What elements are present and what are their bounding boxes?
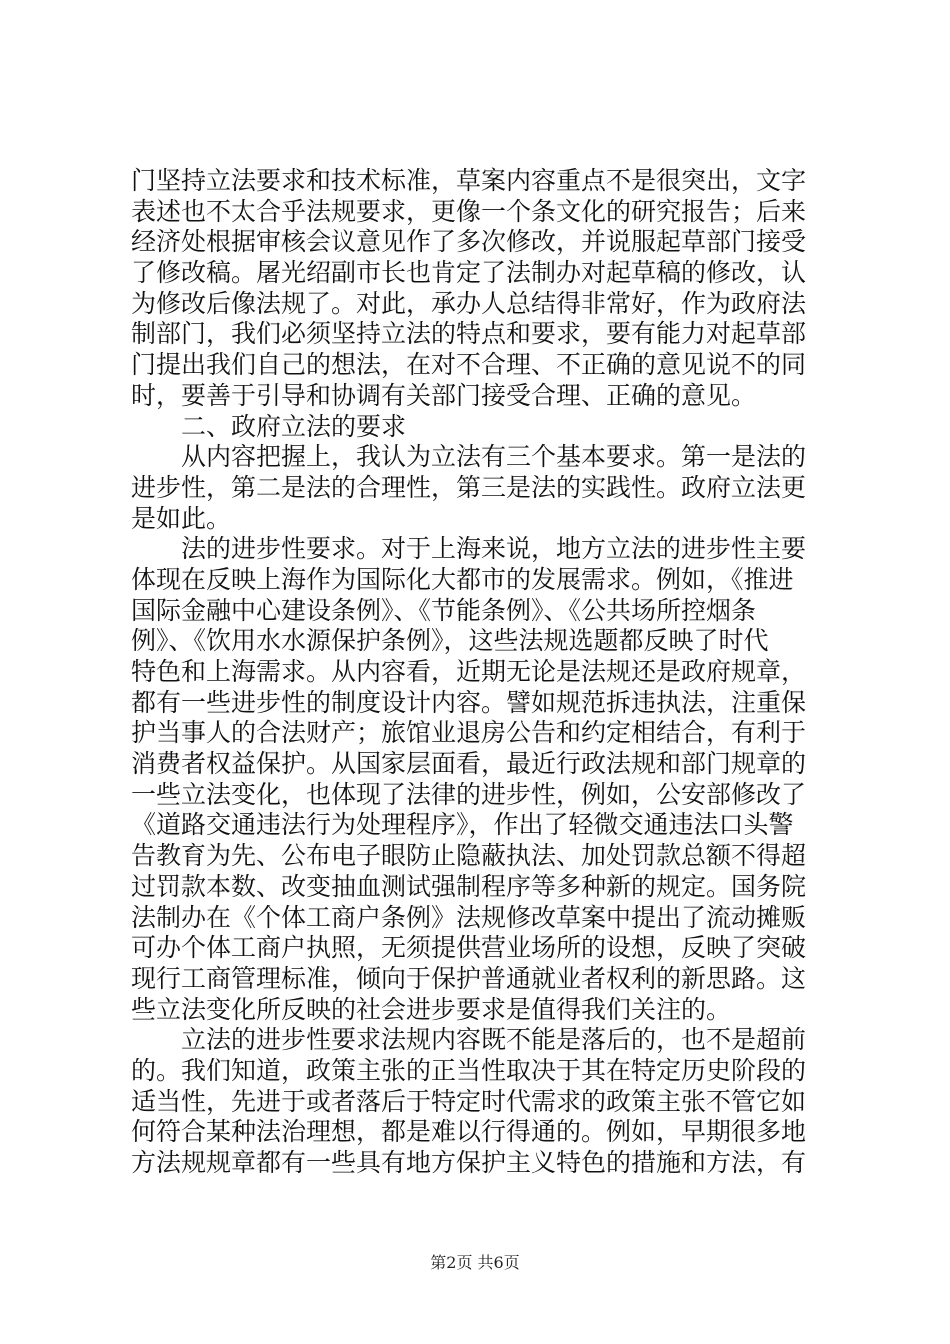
text-line: 体现在反映上海作为国际化大都市的发展需求。例如，《推进 [131, 564, 794, 594]
text-line: 经济处根据审核会议意见作了多次修改，并说服起草部门接受 [131, 227, 807, 257]
text-line: 立法的进步性要求法规内容既不能是落后的，也不是超前 [181, 1025, 807, 1055]
text-line: 从内容把握上，我认为立法有三个基本要求。第一是法的 [181, 442, 807, 472]
text-line: 例》、《饮用水水源保护条例》，这些法规选题都反映了时代 [131, 626, 769, 656]
text-line: 二、政府立法的要求 [181, 411, 407, 441]
text-line: 《道路交通违法行为处理程序》，作出了轻微交通违法口头警 [131, 810, 794, 840]
text-line: 告教育为先、公布电子眼防止隐蔽执法、加处罚款总额不得超 [131, 841, 807, 871]
text-line: 时，要善于引导和协调有关部门接受合理、正确的意见。 [131, 380, 757, 410]
text-line: 门坚持立法要求和技术标准，草案内容重点不是很突出，文字 [131, 166, 807, 195]
text-line: 门提出我们自己的想法，在对不合理、不正确的意见说不的同 [131, 350, 807, 380]
text-line: 过罚款本数、改变抽血测试强制程序等多种新的规定。国务院 [131, 871, 807, 901]
text-line: 消费者权益保护。从国家层面看，最近行政法规和部门规章的 [131, 749, 807, 779]
text-line: 的。我们知道，政策主张的正当性取决于其在特定历史阶段的 [131, 1055, 807, 1085]
text-line: 特色和上海需求。从内容看，近期无论是法规还是政府规章， [131, 657, 807, 686]
text-line: 都有一些进步性的制度设计内容。譬如规范拆违执法，注重保 [131, 687, 807, 717]
text-line: 法制办在《个体工商户条例》法规修改草案中提出了流动摊贩 [131, 902, 807, 932]
text-line: 适当性，先进于或者落后于特定时代需求的政策主张不管它如 [131, 1086, 807, 1116]
text-line: 了修改稿。屠光绍副市长也肯定了法制办对起草稿的修改，认 [131, 258, 807, 288]
text-line: 进步性，第二是法的合理性，第三是法的实践性。政府立法更 [131, 472, 807, 502]
text-line: 些立法变化所反映的社会进步要求是值得我们关注的。 [131, 994, 732, 1024]
text-line: 何符合某种法治理想，都是难以行得通的。例如，早期很多地 [131, 1117, 807, 1147]
text-line: 现行工商管理标准，倾向于保护普通就业者权利的新思路。这 [131, 963, 807, 993]
text-line: 护当事人的合法财产；旅馆业退房公告和约定相结合，有利于 [131, 718, 807, 748]
text-line: 表述也不太合乎法规要求，更像一个条文化的研究报告；后来 [131, 196, 807, 226]
text-line: 一些立法变化，也体现了法律的进步性，例如，公安部修改了 [131, 779, 807, 809]
text-line: 可办个体工商户执照，无须提供营业场所的设想，反映了突破 [131, 933, 807, 963]
text-line: 制部门，我们必须坚持立法的特点和要求，要有能力对起草部 [131, 319, 807, 349]
body-text [131, 166, 831, 1179]
text-line: 国际金融中心建设条例》、《节能条例》、《公共场所控烟条 [131, 595, 757, 625]
text-line: 方法规规章都有一些具有地方保护主义特色的措施和方法，有 [131, 1148, 807, 1177]
page-footer: 第2页 共6页 [430, 1253, 520, 1272]
text-line: 是如此。 [131, 503, 232, 533]
text-line: 为修改后像法规了。对此，承办人总结得非常好，作为政府法 [131, 288, 807, 318]
text-line: 法的进步性要求。对于上海来说，地方立法的进步性主要 [181, 534, 807, 564]
